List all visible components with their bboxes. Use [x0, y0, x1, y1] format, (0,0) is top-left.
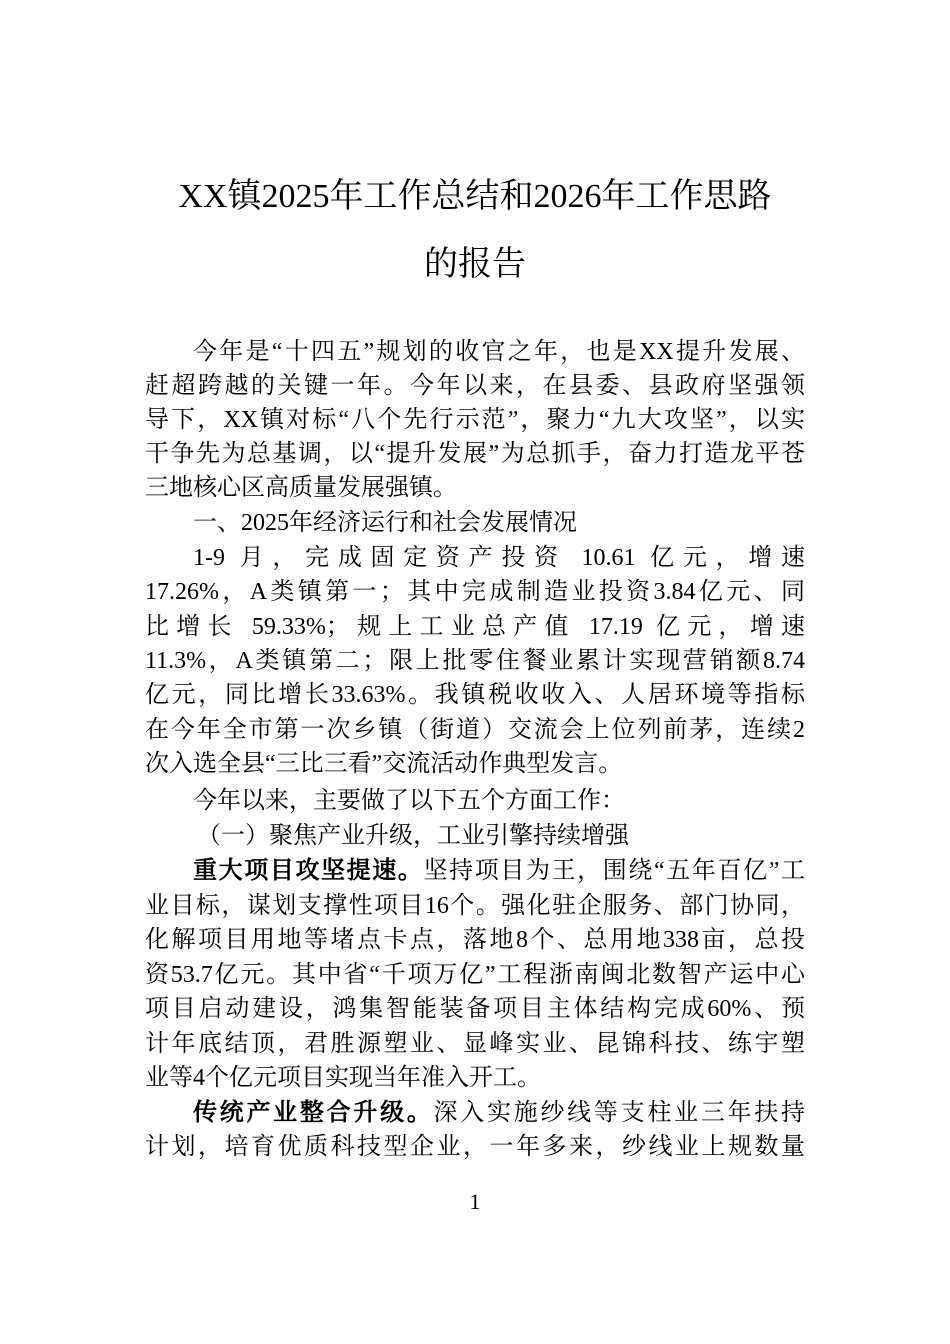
document-title-line-2: 的报告	[424, 246, 526, 283]
page-number: 1	[469, 1189, 481, 1214]
section-heading: 一、2025年经济运行和社会发展情况	[193, 510, 577, 536]
five-aspects-text: 今年以来，主要做了以下五个方面工作：	[193, 788, 625, 814]
intro-line: 今年是“十四五”规划的收官之年，也是XX提升发展、	[193, 339, 805, 365]
projects-lead: 重大项目攻坚提速。	[193, 858, 424, 884]
traditional-line: 计划，培育优质科技型企业，一年多来，纱线业上规数量	[145, 1134, 805, 1160]
traditional-text: 深入实施纱线等支柱业三年扶持	[433, 1100, 806, 1126]
projects-line: 业目标，谋划支撑性项目16个。强化驻企服务、部门协同，	[145, 893, 805, 919]
stats-line: 比增长 59.33%；规上工业总产值 17.19 亿元，增速	[145, 614, 805, 640]
stats-line: 亿元，同比增长33.63%。我镇税收收入、人居环境等指标	[145, 682, 805, 708]
projects-line: 项目启动建设，鸿集智能装备项目主体结构完成60%、预	[145, 996, 805, 1022]
intro-line: 赶超跨越的关键一年。今年以来，在县委、县政府坚强领	[145, 373, 805, 399]
stats-line: 1-9 月，完成固定资产投资 10.61 亿元，增速	[193, 545, 805, 571]
stats-line: 在今年全市第一次乡镇（街道）交流会上位列前茅，连续2	[145, 717, 805, 743]
projects-line: 计年底结顶，君胜源塑业、显峰实业、昆锦科技、练宇塑	[145, 1031, 805, 1057]
projects-line: 化解项目用地等堵点卡点，落地8个、总用地338亩，总投	[145, 927, 805, 953]
stats-line: 17.26%，A类镇第一；其中完成制造业投资3.84亿元、同	[145, 579, 805, 605]
intro-line: 干争先为总基调，以“提升发展”为总抓手，奋力打造龙平苍	[145, 441, 805, 467]
projects-line: 资53.7亿元。其中省“千项万亿”工程浙南闽北数智产运中心	[145, 962, 805, 988]
projects-text: 坚持项目为王，围绕“五年百亿”工	[423, 858, 805, 884]
traditional-lead: 传统产业整合升级。	[193, 1100, 434, 1126]
intro-line: 导下，XX镇对标“八个先行示范”，聚力“九大攻坚”，以实	[145, 407, 805, 433]
subsection-heading: （一）聚焦产业升级，工业引擎持续增强	[197, 823, 629, 849]
traditional-line	[145, 1098, 805, 1128]
stats-line: 次入选全县“三比三看”交流活动作典型发言。	[145, 751, 623, 777]
stats-line: 11.3%，A类镇第二；限上批零住餐业累计实现营销额8.74	[145, 648, 805, 674]
intro-line: 三地核心区高质量发展强镇。	[145, 475, 457, 501]
projects-line: 业等4个亿元项目实现当年准入开工。	[145, 1065, 541, 1091]
projects-line	[145, 856, 805, 886]
document-title-line-1: XX镇2025年工作总结和2026年工作思路	[178, 178, 772, 215]
